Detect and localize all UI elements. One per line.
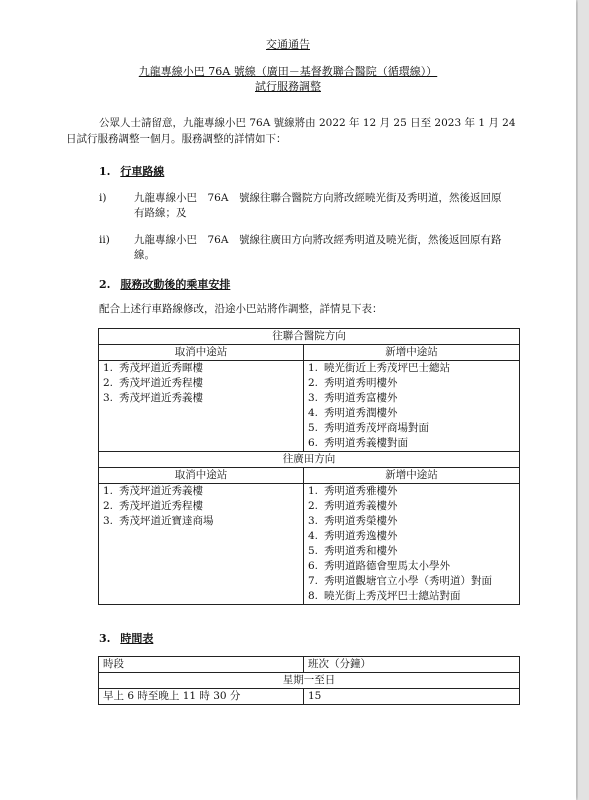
table-row [99, 484, 520, 605]
list-item: 5. 秀明道秀和樓外 [308, 545, 398, 557]
list-item: 1. 秀茂坪道近秀暉樓 [103, 362, 203, 374]
list-item: 3. 秀明道秀富樓外 [308, 392, 398, 404]
table-row [99, 673, 520, 689]
route-item-marker: i) [99, 192, 107, 204]
table-row [99, 361, 520, 452]
timetable [98, 656, 520, 705]
viewer-background [578, 0, 589, 800]
cancelled-stops-list [103, 484, 299, 529]
list-item: 5. 秀明道秀茂坪商場對面 [308, 422, 429, 434]
route-item-line: 九龍專線小巴 76A 號線往聯合醫院方向將改經曉光街及秀明道，然後返回原 [134, 192, 502, 204]
list-item: 4. 秀明道秀潤樓外 [308, 407, 398, 419]
section3-number: 3. [99, 632, 111, 645]
list-item: 8. 曉光街上秀茂坪巴士總站對面 [308, 590, 461, 602]
route-item-line: 線。 [134, 249, 155, 261]
section1-title: 行車路線 [120, 165, 165, 178]
table-row [99, 689, 520, 705]
added-stops-list [308, 361, 515, 451]
table-row [99, 345, 520, 361]
list-item: 2. 秀明道秀明樓外 [308, 377, 398, 389]
route-item-marker: ii) [99, 234, 110, 246]
day-group: 星期一至日 [99, 673, 520, 689]
list-item: 6. 秀明道路德會聖馬太小學外 [308, 560, 450, 572]
notice-title-line1: 九龍專線小巴 76A 號線（廣田－基督教聯合醫院（循環線）） [138, 65, 438, 78]
notice-title-line2: 試行服務調整 [255, 80, 321, 93]
table-row [99, 329, 520, 345]
list-item: 1. 曉光街近上秀茂坪巴士總站 [308, 362, 450, 374]
table-row [99, 657, 520, 673]
list-item: 3. 秀茂坪道近秀義樓 [103, 392, 203, 404]
list-item: 3. 秀茂坪道近寶達商場 [103, 515, 214, 527]
period-value: 早上 6 時至晚上 11 時 30 分 [99, 689, 304, 705]
list-item: 2. 秀茂坪道近秀程樓 [103, 377, 203, 389]
add-header: 新增中途站 [304, 345, 520, 361]
cancelled-stops-cell [99, 484, 304, 605]
list-item: 2. 秀茂坪道近秀程樓 [103, 500, 203, 512]
list-item: 1. 秀明道秀雅樓外 [308, 485, 398, 497]
list-item: 6. 秀明道秀義樓對面 [308, 437, 408, 449]
direction-header: 往廣田方向 [99, 452, 520, 468]
period-header: 時段 [99, 657, 304, 673]
frequency-value: 15 [304, 689, 520, 705]
cancelled-stops-cell [99, 361, 304, 452]
section2-intro: 配合上述行車路線修改，沿途小巴站將作調整，詳情見下表： [99, 303, 383, 315]
section1-heading [99, 163, 164, 179]
list-item: 7. 秀明道觀塘官立小學（秀明道）對面 [308, 575, 492, 587]
route-item-line: 九龍專線小巴 76A 號線往廣田方向將改經秀明道及曉光街，然後返回原有路 [134, 234, 502, 246]
cancelled-stops-list [103, 361, 299, 406]
add-header: 新增中途站 [304, 468, 520, 484]
list-item: 4. 秀明道秀逸樓外 [308, 530, 398, 542]
section3-heading [99, 630, 153, 646]
cancel-header: 取消中途站 [99, 468, 304, 484]
list-item: 2. 秀明道秀義樓外 [308, 500, 398, 512]
cancel-header: 取消中途站 [99, 345, 304, 361]
list-item: 1. 秀茂坪道近秀義樓 [103, 485, 203, 497]
added-stops-cell [304, 361, 520, 452]
frequency-header: 班次（分鐘） [304, 657, 520, 673]
table-row [99, 468, 520, 484]
route-item-line: 有路線；及 [134, 207, 187, 219]
list-item: 3. 秀明道秀榮樓外 [308, 515, 398, 527]
section2-heading [99, 276, 230, 292]
section2-number: 2. [99, 278, 111, 291]
section1-number: 1. [99, 165, 111, 178]
table-row [99, 452, 520, 468]
section2-title: 服務改動後的乘車安排 [120, 278, 231, 291]
section3-title: 時間表 [120, 632, 154, 645]
added-stops-cell [304, 484, 520, 605]
stop-changes-table [98, 328, 520, 605]
direction-header: 往聯合醫院方向 [99, 329, 520, 345]
added-stops-list [308, 484, 515, 604]
notice-heading: 交通通告 [266, 38, 310, 51]
intro-line1: 公眾人士請留意，九龍專線小巴 76A 號線將由 2022 年 12 月 25 日至 2023 年 1 月 24 [99, 117, 516, 129]
intro-line2: 日試行服務調整一個月。服務調整的詳情如下： [66, 133, 287, 145]
